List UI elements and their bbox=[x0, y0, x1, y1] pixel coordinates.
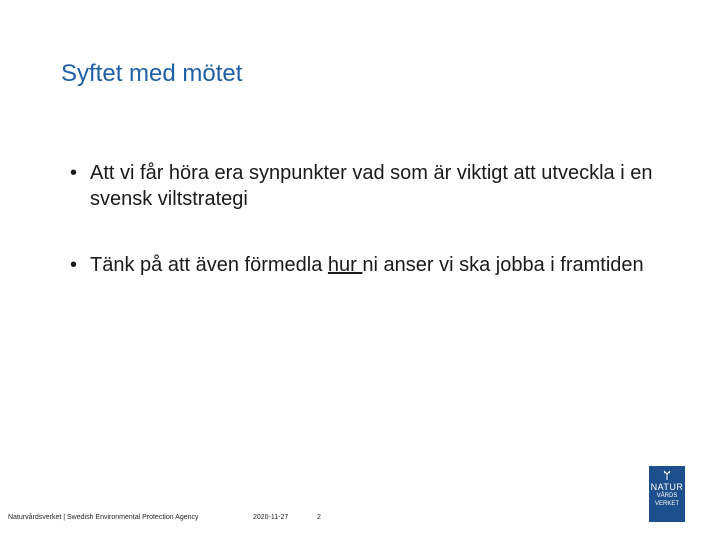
bullet-item bbox=[70, 252, 670, 278]
bullet-marker: • bbox=[70, 162, 78, 184]
bullet-item bbox=[70, 160, 670, 212]
bullet-marker: • bbox=[70, 254, 78, 276]
logo-line3: VERKET bbox=[654, 501, 679, 507]
footer-date: 2020-11-27 bbox=[253, 514, 289, 521]
logo-line1: NATUR bbox=[650, 482, 684, 492]
footer-organization: Naturvårdsverket | Swedish Environmental Protection Agency bbox=[8, 514, 199, 521]
naturvardsverket-logo bbox=[649, 466, 685, 522]
footer-page-number: 2 bbox=[317, 514, 321, 521]
bullet-text-underlined: hur bbox=[327, 254, 363, 276]
deer-emblem-icon bbox=[663, 470, 671, 480]
bullet-text: Att vi får höra era synpunkter vad som är viktigt att utveckla i en svensk viltstrategi bbox=[90, 162, 653, 210]
logo-line2: VÅRDS bbox=[656, 493, 678, 499]
bullet-text-before: Tänk på att även förmedla bbox=[90, 254, 328, 276]
slide-title: Syftet med mötet bbox=[61, 60, 243, 87]
bullet-list bbox=[70, 160, 670, 318]
bullet-text-after: ni anser vi ska jobba i framtiden bbox=[362, 254, 644, 276]
